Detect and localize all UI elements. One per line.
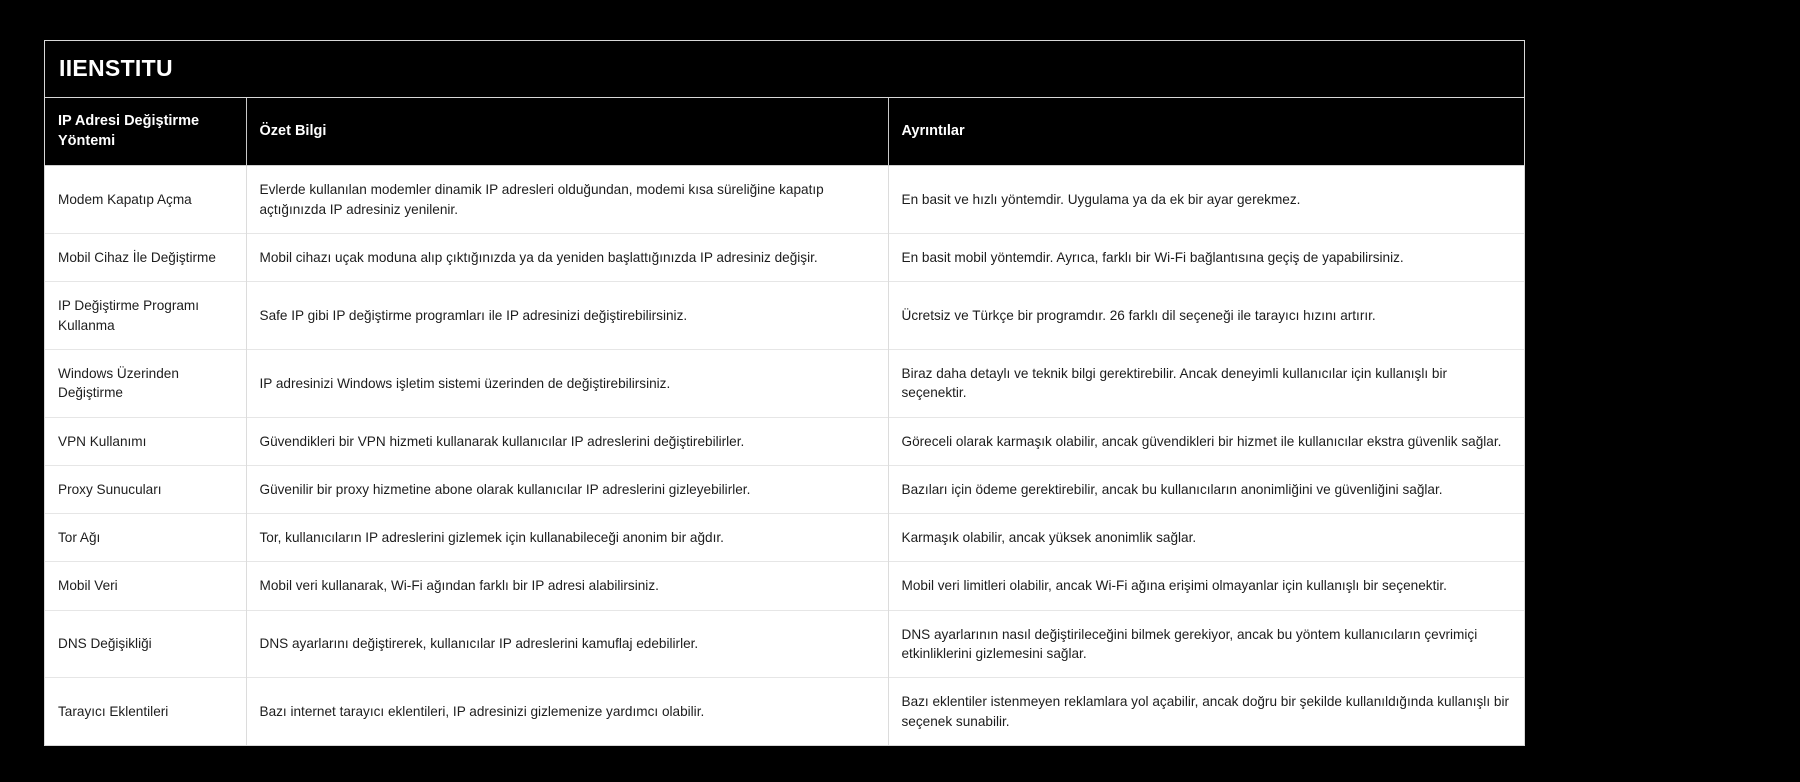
- cell-details: Mobil veri limitleri olabilir, ancak Wi-Fi ağına erişimi olmayanlar için kullanışlı bir seçenektir.: [888, 562, 1524, 610]
- table-row: [45, 349, 1524, 417]
- cell-details: Göreceli olarak karmaşık olabilir, ancak güvendikleri bir hizmet ile kullanıcılar ekstra güvenlik sağlar.: [888, 417, 1524, 465]
- table-row: [45, 678, 1524, 745]
- cell-summary: IP adresinizi Windows işletim sistemi üzerinden de değiştirebilirsiniz.: [246, 349, 888, 417]
- table-row: [45, 234, 1524, 282]
- table-row: [45, 282, 1524, 350]
- cell-method: IP Değiştirme Programı Kullanma: [45, 282, 246, 350]
- cell-method: Mobil Veri: [45, 562, 246, 610]
- cell-method: Proxy Sunucuları: [45, 465, 246, 513]
- column-header-summary: Özet Bilgi: [246, 98, 888, 166]
- cell-summary: Tor, kullanıcıların IP adreslerini gizlemek için kullanabileceği anonim bir ağdır.: [246, 514, 888, 562]
- brand-header: [45, 41, 1524, 98]
- cell-summary: Safe IP gibi IP değiştirme programları ile IP adresinizi değiştirebilirsiniz.: [246, 282, 888, 350]
- table-row: [45, 610, 1524, 678]
- cell-details: Ücretsiz ve Türkçe bir programdır. 26 farklı dil seçeneği ile tarayıcı hızını artırır.: [888, 282, 1524, 350]
- cell-details: En basit mobil yöntemdir. Ayrıca, farklı bir Wi-Fi bağlantısına geçiş de yapabilirsiniz.: [888, 234, 1524, 282]
- table-row: [45, 166, 1524, 234]
- cell-summary: Mobil cihazı uçak moduna alıp çıktığınızda ya da yeniden başlattığınızda IP adresiniz değişir.: [246, 234, 888, 282]
- cell-details: En basit ve hızlı yöntemdir. Uygulama ya da ek bir ayar gerekmez.: [888, 166, 1524, 234]
- table-header: [45, 98, 1524, 166]
- table-row: [45, 562, 1524, 610]
- cell-method: Mobil Cihaz İle Değiştirme: [45, 234, 246, 282]
- cell-method: Windows Üzerinden Değiştirme: [45, 349, 246, 417]
- ip-methods-table-card: [44, 40, 1525, 746]
- cell-summary: Evlerde kullanılan modemler dinamik IP adresleri olduğundan, modemi kısa süreliğine kapatıp açtığınızda IP adresiniz yenilenir.: [246, 166, 888, 234]
- cell-summary: Güvendikleri bir VPN hizmeti kullanarak kullanıcılar IP adreslerini değiştirebilirler.: [246, 417, 888, 465]
- table-row: [45, 514, 1524, 562]
- table-row: [45, 465, 1524, 513]
- cell-details: Bazıları için ödeme gerektirebilir, ancak bu kullanıcıların anonimliğini ve güvenliğini sağlar.: [888, 465, 1524, 513]
- cell-details: Bazı eklentiler istenmeyen reklamlara yol açabilir, ancak doğru bir şekilde kullanıldığında kullanışlı bir seçenek sunabilir.: [888, 678, 1524, 745]
- cell-summary: Bazı internet tarayıcı eklentileri, IP adresinizi gizlemenize yardımcı olabilir.: [246, 678, 888, 745]
- ip-methods-table: [45, 98, 1524, 745]
- cell-summary: DNS ayarlarını değiştirerek, kullanıcılar IP adreslerini kamuflaj edebilirler.: [246, 610, 888, 678]
- cell-details: DNS ayarlarının nasıl değiştirileceğini bilmek gerekiyor, ancak bu yöntem kullanıcıların çevrimiçi etkinliklerini gizlemesini sağlar.: [888, 610, 1524, 678]
- cell-method: VPN Kullanımı: [45, 417, 246, 465]
- cell-summary: Güvenilir bir proxy hizmetine abone olarak kullanıcılar IP adreslerini gizleyebilirler.: [246, 465, 888, 513]
- cell-method: Tor Ağı: [45, 514, 246, 562]
- brand-title: IIENSTITU: [59, 55, 173, 81]
- cell-method: DNS Değişikliği: [45, 610, 246, 678]
- column-header-details: Ayrıntılar: [888, 98, 1524, 166]
- cell-details: Biraz daha detaylı ve teknik bilgi gerektirebilir. Ancak deneyimli kullanıcılar için kullanışlı bir seçenektir.: [888, 349, 1524, 417]
- cell-details: Karmaşık olabilir, ancak yüksek anonimlik sağlar.: [888, 514, 1524, 562]
- table-body: [45, 166, 1524, 745]
- cell-method: Tarayıcı Eklentileri: [45, 678, 246, 745]
- column-header-method: IP Adresi Değiştirme Yöntemi: [45, 98, 246, 166]
- cell-method: Modem Kapatıp Açma: [45, 166, 246, 234]
- table-header-row: [45, 98, 1524, 166]
- table-row: [45, 417, 1524, 465]
- cell-summary: Mobil veri kullanarak, Wi-Fi ağından farklı bir IP adresi alabilirsiniz.: [246, 562, 888, 610]
